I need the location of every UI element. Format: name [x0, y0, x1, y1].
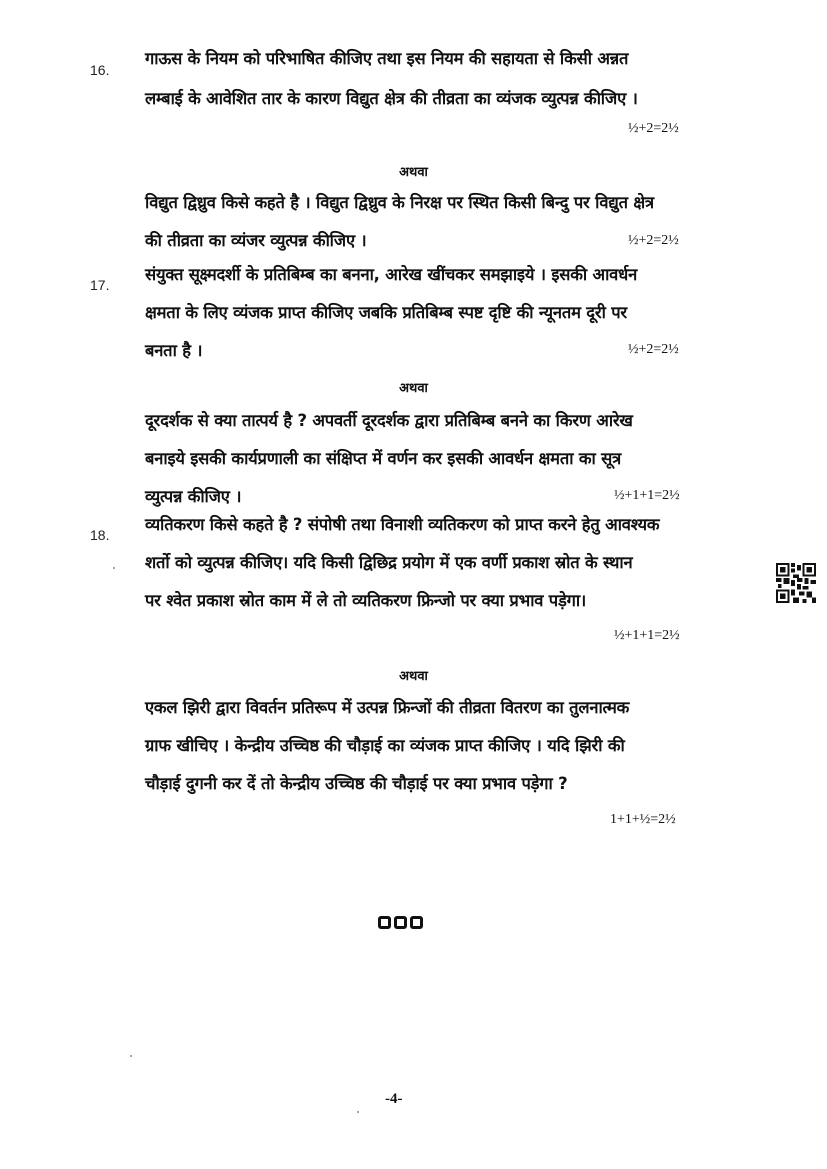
marks-label: ½+1+1=2½ — [614, 488, 680, 503]
scan-speck — [113, 567, 115, 569]
question-text-line: क्षमता के लिए व्यंजक प्राप्त कीजिए जबकि प्रतिबिम्ब स्पष्ट दृष्टि की न्यूनतम दूरी पर — [145, 303, 627, 322]
question-text-line: संयुक्त सूक्ष्मदर्शी के प्रतिबिम्ब का बनना, आरेख खींचकर समझाइये । इसकी आवर्धन — [145, 265, 638, 284]
question-number: 18. — [90, 527, 110, 543]
question-text-line: विद्युत द्विध्रुव किसे कहते है । विद्युत द्विध्रुव के निरक्ष पर स्थित किसी बिन्दु पर विद्युत क्षेत्र — [145, 193, 654, 212]
marks-label: ½+2=2½ — [628, 342, 679, 357]
square-icon — [378, 916, 391, 929]
question-text-line: एकल झिरी द्वारा विवर्तन प्रतिरूप में उत्पन्न फ्रिन्जों की तीव्रता वितरण का तुलनात्मक — [145, 698, 630, 717]
or-separator: अथवा — [399, 165, 428, 180]
or-separator: अथवा — [399, 669, 428, 684]
qr-code-icon — [776, 563, 816, 603]
marks-label: ½+1+1=2½ — [614, 628, 680, 643]
square-icon — [394, 916, 407, 929]
question-text-line: पर श्वेत प्रकाश स्रोत काम में ले तो व्यतिकरण फ्रिन्जो पर क्या प्रभाव पड़ेगा। — [145, 591, 586, 610]
question-text-line: व्यतिकरण किसे कहते है ? संपोषी तथा विनाशी व्यतिकरण को प्राप्त करने हेतु आवश्यक — [145, 515, 660, 534]
question-number: 16. — [90, 62, 110, 78]
question-text-line: बनता है । — [145, 341, 203, 360]
or-separator: अथवा — [399, 381, 428, 396]
scan-speck — [357, 1111, 359, 1113]
question-text-line: ग्राफ खीचिए । केन्द्रीय उच्चिष्ठ की चौड़ाई का व्यंजक प्राप्त कीजिए । यदि झिरी की — [145, 736, 625, 755]
question-text-line: बनाइये इसकी कार्यप्रणाली का संक्षिप्त में वर्णन कर इसकी आवर्धन क्षमता का सूत्र — [145, 449, 621, 468]
square-icon — [410, 916, 423, 929]
question-text-line: लम्बाई के आवेशित तार के कारण विद्युत क्षेत्र की तीव्रता का व्यंजक व्युत्पन्न कीजिए । — [145, 89, 638, 108]
question-text-line: गाऊस के नियम को परिभाषित कीजिए तथा इस नियम की सहायता से किसी अन्नत — [145, 49, 629, 68]
question-text-line: चौड़ाई दुगनी कर दें तो केन्द्रीय उच्चिष्ठ की चौड़ाई पर क्या प्रभाव पड़ेगा ? — [145, 774, 568, 793]
question-text-line: दूरदर्शक से क्या तात्पर्य है ? अपवर्ती दूरदर्शक द्वारा प्रतिबिम्ब बनने का किरण आरेख — [145, 411, 633, 430]
marks-label: ½+2=2½ — [628, 233, 679, 248]
question-text-line: व्युत्पन्न कीजिए । — [145, 487, 242, 506]
question-number: 17. — [90, 277, 110, 293]
page-number: -4- — [385, 1091, 403, 1107]
scan-speck — [130, 1055, 132, 1057]
question-text-line: की तीव्रता का व्यंजर व्युत्पन्न कीजिए । — [145, 231, 367, 250]
question-text-line: शर्तो को व्युत्पन्न कीजिए। यदि किसी द्विछिद्र प्रयोग में एक वर्णी प्रकाश स्रोत के स्थान — [145, 553, 633, 572]
marks-label: ½+2=2½ — [628, 121, 679, 136]
end-mark-icon — [378, 916, 423, 929]
marks-label: 1+1+½=2½ — [610, 812, 676, 827]
